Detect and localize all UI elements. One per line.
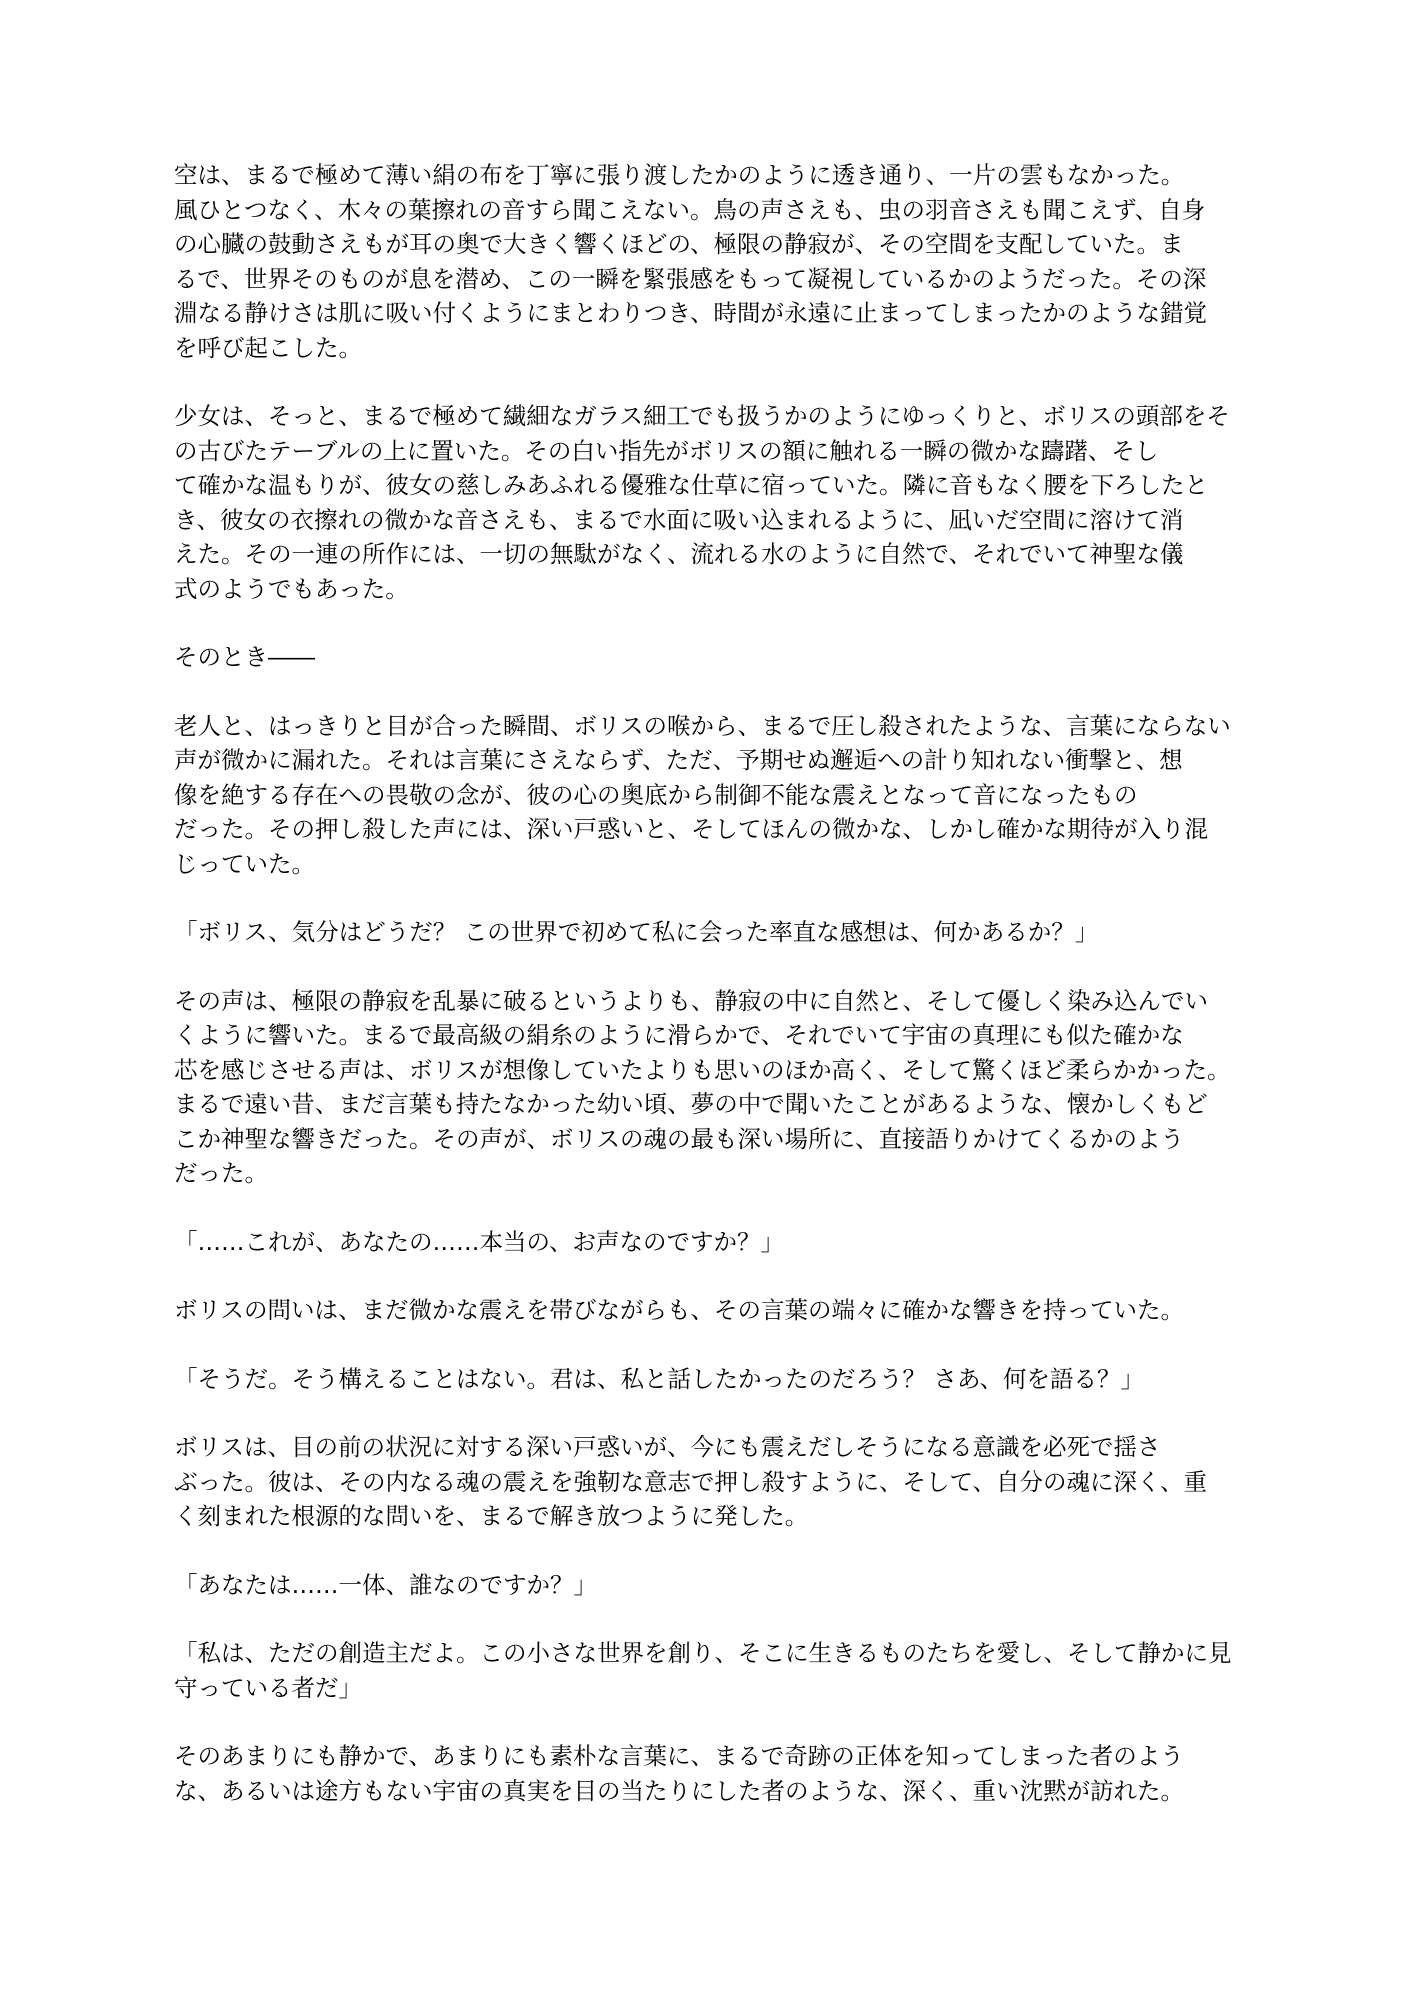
- paragraph: [174, 1568, 1264, 1603]
- text-line: そのとき――: [174, 643, 315, 671]
- text-line: 「あなたは……一体、誰なのですか？」: [174, 1570, 597, 1599]
- paragraph-gap: [174, 881, 1264, 915]
- paragraph: [174, 640, 1264, 675]
- text-line: そのあまりにも静かで、あまりにも素朴な言葉に、まるで奇跡の正体を知ってしまった者のよう: [174, 1742, 1184, 1770]
- text-line: くように響いた。まるで最高級の絹糸のように滑らかで、それでいて宇宙の真理にも似た確かな: [174, 1021, 1184, 1049]
- text-line: の古びたテーブルの上に置いた。その白い指先がボリスの額に触れる一瞬の微かな躊躇、そし: [174, 436, 1159, 465]
- paragraph-gap: [174, 365, 1264, 399]
- text-line: を呼び起こした。: [174, 333, 362, 362]
- paragraph: [174, 915, 1264, 950]
- text-line: 像を絶する存在への畏敬の念が、彼の心の奥底から制御不能な震えとなって音になったもの: [174, 780, 1138, 809]
- paragraph-gap: [174, 606, 1264, 640]
- text-line: き、彼女の衣擦れの微かな音さえも、まるで水面に吸い込まれるように、凪いだ空間に溶けて消: [174, 505, 1184, 534]
- text-line: 「私は、ただの創造主だよ。この小さな世界を創り、そこに生きるものたちを愛し、そして静かに見: [174, 1639, 1232, 1667]
- text-line: 淵なる静けさは肌に吸い付くようにまとわりつき、時間が永遠に止まってしまったかのような錯覚: [174, 299, 1208, 327]
- paragraph: [174, 1739, 1264, 1808]
- text-line: 風ひとつなく、木々の葉擦れの音すら聞こえない。鳥の声さえも、虫の羽音さえも聞こえず、自身: [174, 195, 1206, 224]
- paragraph: [174, 1362, 1264, 1397]
- paragraph: [174, 709, 1264, 882]
- paragraph: [174, 158, 1264, 365]
- paragraph: [174, 1430, 1264, 1534]
- text-line: 式のようでもあった。: [174, 574, 409, 603]
- text-line: 「ボリス、気分はどうだ？ この世界で初めて私に会った率直な感想は、何かあるか？」: [174, 918, 1099, 946]
- text-line: 芯を感じさせる声は、ボリスが想像していたよりも思いのほか高く、そして驚くほど柔らかかった。: [174, 1055, 1231, 1084]
- paragraph-gap: [174, 1328, 1264, 1362]
- text-line: 「そうだ。そう構えることはない。君は、私と話したかったのだろう？ さあ、何を語る？」: [174, 1364, 1145, 1393]
- text-line: ボリスは、目の前の状況に対する深い戸惑いが、今にも震えだしそうになる意識を必死で揺さ: [174, 1433, 1161, 1461]
- paragraph-gap: [174, 1259, 1264, 1293]
- paragraph-gap: [174, 950, 1264, 984]
- paragraph: [174, 1636, 1264, 1705]
- paragraph: [174, 984, 1264, 1191]
- paragraph-gap: [174, 1534, 1264, 1568]
- text-line: その声は、極限の静寂を乱暴に破るというよりも、静寂の中に自然と、そして優しく染み込んでい: [174, 986, 1208, 1015]
- text-line: く刻まれた根源的な問いを、まるで解き放つように発した。: [174, 1502, 809, 1530]
- paragraph-gap: [174, 675, 1264, 709]
- text-line: 老人と、はっきりと目が合った瞬間、ボリスの喉から、まるで圧し殺されたような、言葉にならない: [174, 711, 1231, 740]
- text-line: 「……これが、あなたの……本当の、お声なのですか？」: [174, 1227, 785, 1256]
- text-line: るで、世界そのものが息を潜め、この一瞬を緊張感をもって凝視しているかのようだった。その深: [174, 264, 1207, 293]
- paragraph-gap: [174, 1191, 1264, 1225]
- paragraph-gap: [174, 1705, 1264, 1739]
- text-line: だった。その押し殺した声には、深い戸惑いと、そしてほんの微かな、しかし確かな期待が入り混: [174, 815, 1208, 843]
- text-line: ぶった。彼は、その内なる魂の震えを強靭な意志で押し殺すように、そして、自分の魂に深く、重: [174, 1467, 1208, 1496]
- paragraph-gap: [174, 1396, 1264, 1430]
- paragraph-gap: [174, 1602, 1264, 1636]
- text-line: 少女は、そっと、まるで極めて繊細なガラス細工でも扱うかのようにゆっくりと、ボリスの頭部をそ: [174, 402, 1230, 430]
- text-line: えた。その一連の所作には、一切の無駄がなく、流れる水のように自然で、それでいて神聖な儀: [174, 540, 1184, 568]
- document-body: [174, 158, 1264, 1808]
- text-line: まるで遠い昔、まだ言葉も持たなかった幼い頃、夢の中で聞いたことがあるような、懐かしくもど: [174, 1090, 1208, 1118]
- text-line: じっていた。: [174, 849, 315, 878]
- text-line: な、あるいは途方もない宇宙の真実を目の当たりにした者のような、深く、重い沈黙が訪れた。: [174, 1776, 1185, 1805]
- text-line: だった。: [174, 1159, 268, 1187]
- text-line: て確かな温もりが、彼女の慈しみあふれる優雅な仕草に宿っていた。隣に音もなく腰を下ろしたと: [174, 471, 1208, 499]
- paragraph: [174, 1293, 1264, 1328]
- text-line: こか神聖な響きだった。その声が、ボリスの魂の最も深い場所に、直接語りかけてくるかのよう: [174, 1124, 1185, 1153]
- text-line: 空は、まるで極めて薄い絹の布を丁寧に張り渡したかのように透き通り、一片の雲もなかった。: [174, 161, 1185, 189]
- text-line: ボリスの問いは、まだ微かな震えを帯びながらも、その言葉の端々に確かな響きを持っていた。: [174, 1296, 1185, 1324]
- paragraph: [174, 1225, 1264, 1260]
- text-line: 声が微かに漏れた。それは言葉にさえならず、ただ、予期せぬ邂逅への計り知れない衝撃と、想: [174, 746, 1183, 774]
- text-line: 守っている者だ」: [174, 1673, 362, 1702]
- paragraph: [174, 399, 1264, 606]
- text-line: の心臓の鼓動さえもが耳の奥で大きく響くほどの、極限の静寂が、その空間を支配していた。ま: [174, 230, 1184, 258]
